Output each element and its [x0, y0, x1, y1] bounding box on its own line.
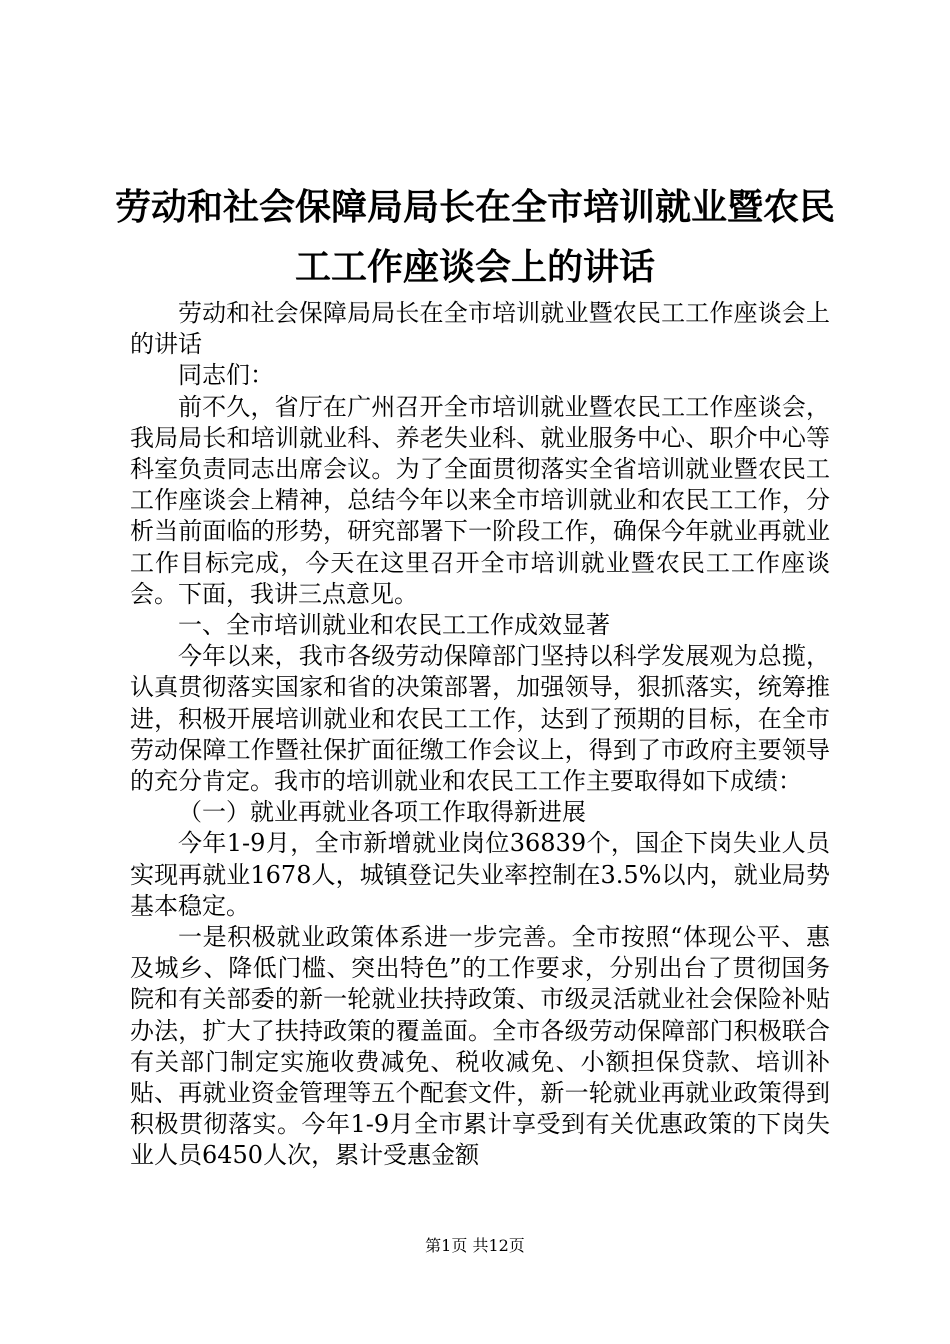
paragraph-achievements: 今年以来，我市各级劳动保障部门坚持以科学发展观为总揽，认真贯彻落实国家和省的决策部署，加强领导，狠抓落实，统筹推进，积极开展培训就业和农民工工作，达到了预期的目标，在全市劳动保障工作暨社保扩面征缴工作会议上，得到了市政府主要领导的充分肯定。我市的培训就业和农民工工作主要取得如下成绩： — [130, 642, 830, 796]
section-heading-1: 一、全市培训就业和农民工工作成效显著 — [178, 611, 610, 640]
page-footer: 第1页 共12页 — [425, 1236, 525, 1255]
subsection-heading-1: （一）就业再就业各项工作取得新进展 — [178, 798, 586, 827]
document-body — [130, 298, 830, 1172]
paragraph-repeated-title: 劳动和社会保障局局长在全市培训就业暨农民工工作座谈会上的讲话 — [130, 299, 830, 359]
paragraph-statistics: 今年1-9月，全市新增就业岗位36839个，国企下岗失业人员实现再就业1678人，城镇登记失业率控制在3.5%以内，就业局势基本稳定。 — [130, 829, 830, 920]
paragraph-policy: 一是积极就业政策体系进一步完善。全市按照“体现公平、惠及城乡、降低门槛、突出特色”的工作要求，分别出台了贯彻国务院和有关部委的新一轮就业扶持政策、市级灵活就业社会保险补贴办法，扩大了扶持政策的覆盖面。全市各级劳动保障部门积极联合有关部门制定实施收费减免、税收减免、小额担保贷款、培训补贴、再就业资金管理等五个配套文件，新一轮就业再就业政策得到积极贯彻落实。今年1-9月全市累计享受到有关优惠政策的下岗失业人员6450人次，累计受惠金额 — [130, 923, 830, 1170]
paragraph-intro: 前不久，省厅在广州召开全市培训就业暨农民工工作座谈会，我局局长和培训就业科、养老失业科、就业服务中心、职介中心等科室负责同志出席会议。为了全面贯彻落实全省培训就业暨农民工工作座谈会上精神，总结今年以来全市培训就业和农民工工作，分析当前面临的形势，研究部署下一阶段工作，确保今年就业再就业工作目标完成，今天在这里召开全市培训就业暨农民工工作座谈会。下面，我讲三点意见。 — [130, 392, 830, 608]
paragraph-salutation: 同志们： — [178, 361, 274, 390]
document-title: 劳动和社会保障局局长在全市培训就业暨农民工工作座谈会上的讲话 — [114, 187, 835, 288]
